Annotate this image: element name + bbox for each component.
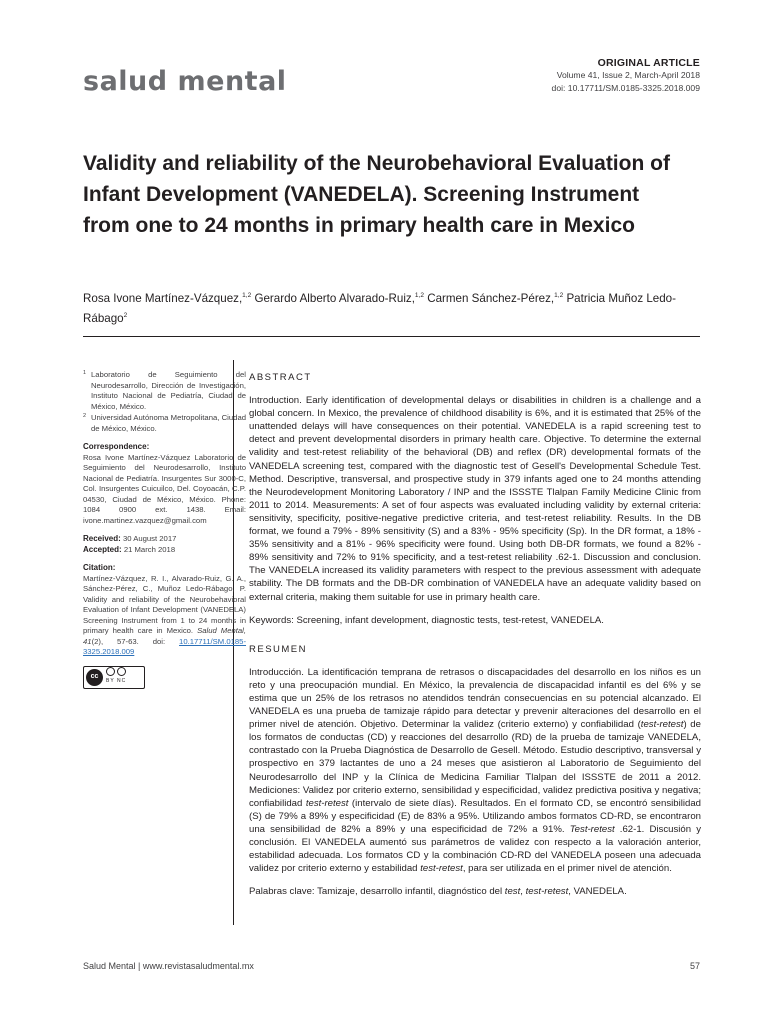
citation-label: Citation: — [83, 563, 116, 572]
resumen-text: Introducción. La identificación temprana de retrasos o discapacidades del desarrollo en los niños es un reto y una preocupación mundial. En México, la prevalencia de discapacidad infantil es del 6% y se estima que un 25% de los retrasos no atendidos tendrán consecuencias en su potencial alcanzado. El VANEDELA es una prueba de tamizaje rápido para detectar y prevenir alteraciones del desarrollo en el primer nivel de atención. Objetivo. Determinar la validez (criterio externo) y confiabilidad (test-retest) de los formatos de conductas (CD) y reacciones del desarrollo (RD) de la prueba de tamizaje VANEDELA, contrastado con la Prueba Diagnóstica de Desarrollo de Gesell. Método. Estudio descriptivo, transversal y prospectivo en 379 lactantes de uno a 24 meses que asistieron al Laboratorio de Seguimiento del Neurodesarrollo del INP y la Clínica de Medicina Familiar Tlalpan del ISSSTE de 2011 a 2012. Mediciones: Validez por criterio externo, sensibilidad y especificidad, validez predictiva positiva y negativa; confiabilidad test-retest (intervalo de siete días). Resultados. En el formato CD, se encontró sensibilidad (S) de 79% a 89% y especificidad (E) de 83% a 95%. Utilizando ambos formatos CD-RD, se encontraron una sensibilidad de 82% a 89% y una especificidad de 72% a 91%. Test-retest .62-1. Discusión y conclusión. El VANEDELA aumentó sus parámetros de validez con respecto a la valoración anterior, estabilidad adecuada. Los formatos CD y la combinación CD-RD del VANEDELA poseen una adecuada validez por criterio externo y estabilidad test-retest, para ser utilizada en el primer nivel de atención. — [249, 666, 702, 875]
article-title: Validity and reliability of the Neurobehavioral Evaluation of Infant Development (VANEDELA). Screening Instrument from one to 24 months in primary health care in Mexico — [83, 152, 670, 237]
footer-journal-site: Salud Mental | www.revistasaludmental.mx — [83, 961, 254, 971]
abstract-keywords: Keywords: Screening, infant development, diagnostic tests, test-retest, VANEDELA. — [249, 614, 604, 626]
sidebar — [83, 370, 246, 689]
affiliation-number: 1 — [83, 370, 87, 376]
doi: doi: 10.17711/SM.0185-3325.2018.009 — [551, 82, 700, 93]
creative-commons-license-icon[interactable] — [83, 666, 145, 689]
author-affiliation: 1,2 — [414, 292, 424, 300]
correspondence-label: Correspondence: — [83, 442, 150, 451]
resumen-heading: RESUMEN — [249, 643, 308, 655]
citation — [83, 563, 246, 658]
license-icons — [106, 667, 126, 676]
author-name: Gerardo Alberto Alvarado-Ruiz, — [254, 292, 415, 305]
license-labels: BY NC — [106, 678, 127, 685]
citation-text — [83, 574, 246, 658]
accepted-date: 21 March 2018 — [123, 544, 176, 554]
received-date: 30 August 2017 — [122, 534, 177, 543]
author-affiliation: 2 — [123, 312, 128, 320]
license-parts — [106, 667, 126, 687]
journal-logo: salud mental — [83, 66, 287, 97]
citation-issue: (2), 57-63. doi: — [91, 636, 166, 646]
by-icon — [106, 667, 115, 676]
affiliation-number: 2 — [83, 413, 87, 419]
abstract-text: Introduction. Early identification of developmental delays or disabilities in children is a challenge and a global concern. In Mexico, the prevalence of childhood disability is 6%, and it is estimated that 25% of the unattended delays will have consequences on their potential. VANEDELA is a rapid screening test to detect and prevent developmental disorders in primary health care. Objective. To determine the external validity and test-retest reliability of the behavioral (DB) and reflex (DR) developmental formats of the VANEDELA screening test, compared with the diagnostic test of Gesell's Developmental Schedule Test. Method. Descriptive, transversal, and prospective study in 379 infants aged one to 24 months attending the Neurodevelopment Monitoring Laboratory / INP and the ISSSTE Tlalpan Family Medicine Clinic from 2011 to 2014. Measurements: A set of four aspects was evaluated including validity by external criteria: sensitivity, specificity, positive-negative predictive criteria, and test-retest reliability. Results. In the DB format, we found a 79% - 89% sensitivity (S) and a 83% - 95% specificity (Sp). In the DR format, a 18% - 35% sensitivity and a 81% - 96% specificity were found. Using both DB-DR formats, we found a 82% - 89% sensitivity and 72% to 91% specificity, and a test-retest reliability .62-1. Discussion and conclusion. The VANEDELA increased its validity parameters with respect to the previous assessment with adequate stability. The DB formats and the DB-DR combination of VANEDELA have an adequate validity based on external criteria, making them suitable for use in primary health care. — [249, 395, 701, 603]
affiliation-text: Universidad Autónoma Metropolitana, Ciudad de México, México. — [91, 413, 246, 433]
author-list — [83, 289, 695, 329]
author-name: Patricia Muñoz Ledo-Rábago — [83, 292, 676, 325]
author-name: Rosa Ivone Martínez-Vázquez, — [83, 292, 243, 305]
author-affiliation: 1,2 — [242, 292, 252, 300]
received-label: Received: — [83, 534, 121, 543]
article-type: ORIGINAL ARTICLE — [597, 57, 700, 69]
resumen-keywords: Palabras clave: Tamizaje, desarrollo infantil, diagnóstico del test, test-retest, VANEDELA. — [249, 886, 627, 898]
affiliation — [83, 370, 246, 412]
author-affiliation: 1,2 — [554, 292, 564, 300]
title-divider — [83, 336, 700, 337]
journal-header — [552, 57, 700, 94]
dates — [83, 534, 246, 555]
abstract-heading: ABSTRACT — [249, 372, 312, 383]
page-footer — [83, 961, 700, 971]
correspondence-details: Rosa Ivone Martínez-Vázquez Laboratorio de Seguimiento del Neurodesarrollo, Instituto Nacional de Pediatría. Insurgentes Sur 3000-C, Col. Insurgentes Cuicuilco, Del. Coyoacán, C.P. 04530, Ciudad de México, México. Phone: 1084 0900 ext. 1438. Email: ivone.martinez.vazquez@gmail.com — [83, 452, 246, 525]
accepted-label: Accepted: — [83, 544, 122, 554]
affiliation — [83, 413, 246, 434]
correspondence — [83, 442, 246, 526]
affiliation-text: Laboratorio de Seguimiento del Neurodesarrollo, Dirección de Investigación, Instituto Nacional de Pediatría, Ciudad de México, México. — [91, 370, 246, 411]
page-number: 57 — [689, 961, 700, 971]
author-name: Carmen Sánchez-Pérez, — [427, 292, 555, 305]
main-column — [249, 371, 701, 898]
citation-authors-title: Martínez-Vázquez, R. I., Alvarado-Ruiz, G. A., Sánchez-Pérez, C., Muñoz Ledo-Rábago, P. Validity and reliability of the Neurobehavioral Evaluation of Infant Development (VANEDELA) Screening Instrument from 1 to 24 months in primary health care in Mexico. — [83, 573, 246, 635]
volume-info: Volume 41, Issue 2, March-April 2018 — [556, 70, 700, 80]
nc-icon — [117, 667, 126, 676]
cc-icon: cc — [86, 669, 103, 686]
citation-journal: Salud Mental, 41 — [83, 626, 246, 646]
citation-doi-link[interactable]: 10.17711/SM.0185-3325.2018.009 — [83, 636, 247, 656]
